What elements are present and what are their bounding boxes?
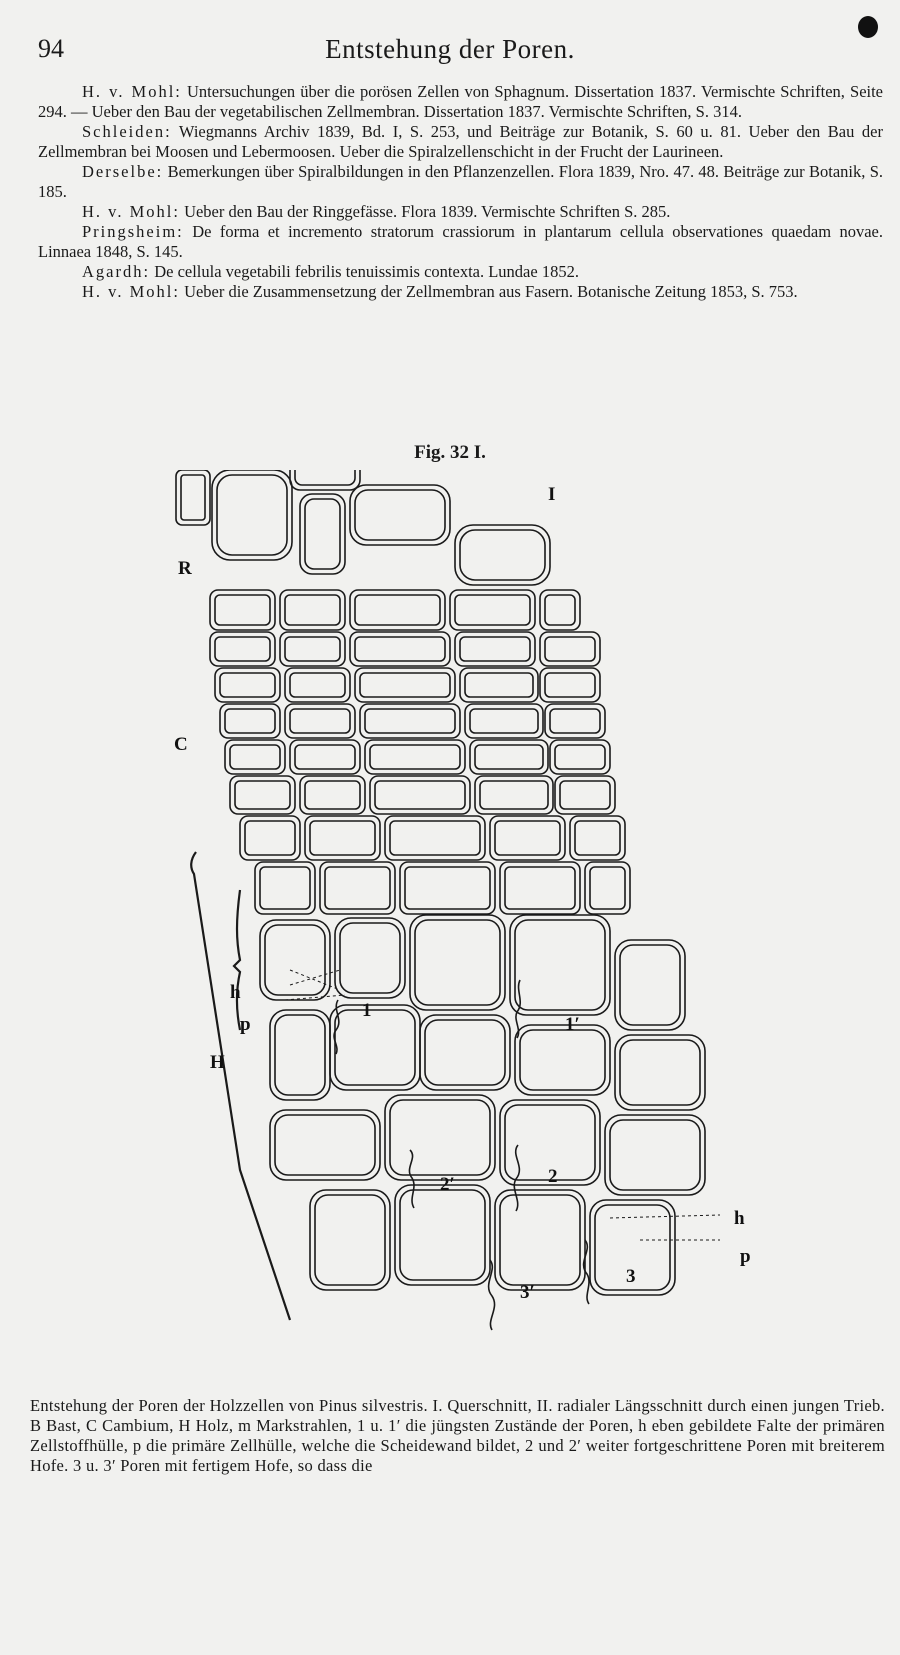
cell-lumen [475, 745, 543, 769]
cell-wall [210, 590, 275, 630]
cell-lumen [220, 673, 275, 697]
cell-wall [212, 470, 292, 560]
reference-entry [38, 282, 883, 302]
cell-wall [310, 1190, 390, 1290]
cell-wall [240, 816, 300, 860]
cell-wall [420, 1015, 510, 1090]
pore-pits [285, 970, 720, 1330]
reference-author: H. v. Mohl: [82, 82, 182, 101]
label-I: I [548, 484, 556, 505]
reference-entry [38, 222, 883, 262]
reference-text: Bemerkungen über Spiralbildungen in den Pflanzenzellen. Flora 1839, Nro. 47. 48. Beiträge zur Botanik, S. 185. [38, 162, 883, 201]
cell-wall [490, 816, 565, 860]
ink-blot [858, 16, 878, 38]
cell-lumen [215, 595, 270, 625]
cell-lumen [465, 673, 533, 697]
cell-lumen [215, 637, 270, 661]
cell-wall [280, 590, 345, 630]
cell-lumen [235, 781, 290, 809]
cell-lumen [455, 595, 530, 625]
reference-author: H. v. Mohl: [82, 282, 180, 301]
cell-lumen [390, 1100, 490, 1175]
figure-caption: Entstehung der Poren der Holzzellen von Pinus silvestris. I. Querschnitt, II. radialer Längsschnitt durch einen jungen Trieb. B Bast, C Cambium, H Holz, m Markstrahlen, 1 u. 1′ die jüngsten Zustände der Poren, h eben gebildete Falte der primären Zellstoffhülle, p die primäre Zellhülle, welche die Scheidewand bildet, 2 und 2′ weiter fortgeschrittene Poren mit breiterem Hofe. 3 u. 3′ Poren mit fertigem Hofe, so dass die [30, 1396, 885, 1475]
reference-author: H. v. Mohl: [82, 202, 180, 221]
page-number: 94 [38, 34, 64, 63]
label-2-prime: 2′ [440, 1174, 455, 1195]
label-R: R [178, 558, 192, 579]
cell-lumen [470, 709, 538, 733]
label-2: 2 [548, 1166, 558, 1187]
reference-text: Ueber die Zusammensetzung der Zellmembran aus Fasern. Botanische Zeitung 1853, S. 753. [179, 282, 798, 301]
cell-lumen [305, 499, 340, 569]
cell-wall [255, 862, 315, 914]
cell-lumen [245, 821, 295, 855]
cell-wall [305, 816, 380, 860]
figure-title: Fig. 32 I. [414, 442, 486, 463]
reference-author: Pringsheim: [82, 222, 184, 241]
cell-lumen [480, 781, 548, 809]
label-p-right: p [740, 1246, 751, 1267]
cell-lumen [335, 1010, 415, 1085]
cell-lumen [275, 1115, 375, 1175]
cell-wall [350, 590, 445, 630]
cell-lumen [285, 595, 340, 625]
cell-wall [330, 1005, 420, 1090]
cell-lumen [405, 867, 490, 909]
cell-wall [605, 1115, 705, 1195]
cell-lumen [217, 475, 287, 555]
wood-cell-illustration [0, 470, 900, 1390]
cell-lumen [315, 1195, 385, 1285]
label-C: C [174, 734, 188, 755]
reference-author: Agardh: [82, 262, 151, 281]
cell-wall [320, 862, 395, 914]
reference-entry [38, 82, 883, 122]
cell-lumen [275, 1015, 325, 1095]
reference-entry [38, 122, 883, 162]
reference-author: Schleiden: [82, 122, 172, 141]
cell-lumen [550, 709, 600, 733]
cell-wall [395, 1185, 490, 1285]
label-p-left: p [240, 1014, 251, 1035]
cell-lumen [360, 673, 450, 697]
reference-entry [38, 262, 883, 282]
cell-lumen [590, 867, 625, 909]
cell-lumen [620, 1040, 700, 1105]
cell-lumen [545, 595, 575, 625]
reference-text: Wiegmanns Archiv 1839, Bd. I, S. 253, und Beiträge zur Botanik, S. 60 u. 81. Ueber den Bau der Zellmembran bei Moosen und Lebermoosen. Ueber die Spiralzellenschicht in der Frucht der Laurineen. [38, 122, 883, 161]
cell-lumen [545, 637, 595, 661]
cell-lumen [285, 637, 340, 661]
cell-lumen [390, 821, 480, 855]
cell-wall [450, 590, 535, 630]
cell-grid [176, 470, 705, 1295]
cell-wall [510, 915, 610, 1015]
pore-2 [514, 1145, 519, 1211]
cell-wall [350, 485, 450, 545]
cell-lumen [340, 923, 400, 993]
cell-lumen [365, 709, 455, 733]
label-h-left: h [230, 982, 241, 1003]
cell-lumen [305, 781, 360, 809]
running-title: Entstehung der Poren. [325, 34, 575, 64]
cell-lumen [225, 709, 275, 733]
cell-wall [400, 862, 495, 914]
cell-wall [585, 862, 630, 914]
cell-wall [290, 470, 360, 490]
fold-lines-right [610, 1215, 720, 1240]
cell-lumen [495, 821, 560, 855]
cell-lumen [355, 637, 445, 661]
cell-wall [260, 920, 330, 1000]
cell-lumen [545, 673, 595, 697]
label-3-prime: 3′ [520, 1282, 535, 1303]
cell-lumen [290, 673, 345, 697]
cell-wall [270, 1110, 380, 1180]
cell-lumen [295, 745, 355, 769]
cell-lumen [415, 920, 500, 1005]
pore-2-prime [409, 1150, 414, 1208]
cell-lumen [295, 470, 355, 485]
label-3: 3 [626, 1266, 636, 1287]
reference-text: De cellula vegetabili febrilis tenuissimis contexta. Lundae 1852. [150, 262, 579, 281]
cell-lumen [230, 745, 280, 769]
cell-lumen [560, 781, 610, 809]
cell-lumen [460, 530, 545, 580]
label-1-prime: 1′ [565, 1014, 580, 1035]
holz-brace [234, 890, 240, 1030]
cell-lumen [290, 709, 350, 733]
cell-lumen [575, 821, 620, 855]
cell-wall [615, 1035, 705, 1110]
cell-lumen [555, 745, 605, 769]
cell-wall [300, 494, 345, 574]
reference-entry [38, 162, 883, 202]
reference-text: Ueber den Bau der Ringgefässe. Flora 1839. Vermischte Schriften S. 285. [179, 202, 671, 221]
cell-wall [385, 1095, 495, 1180]
cell-wall [270, 1010, 330, 1100]
cell-lumen [355, 490, 445, 540]
cell-lumen [505, 867, 575, 909]
cell-wall [385, 816, 485, 860]
cell-lumen [265, 925, 325, 995]
cell-lumen [325, 867, 390, 909]
cell-lumen [460, 637, 530, 661]
reference-text: Untersuchungen über die porösen Zellen von Sphagnum. Dissertation 1837. Vermischte Schriften, Seite 294. — Ueber den Bau der vegetabilischen Zellmembran. Dissertation 1837. Vermischte Schriften, S. 314. [38, 82, 884, 121]
label-1: 1 [362, 1000, 372, 1021]
label-H: H [210, 1052, 225, 1073]
cell-lumen [520, 1030, 605, 1090]
cell-wall [495, 1190, 585, 1290]
reference-entry [38, 202, 883, 222]
cell-lumen [355, 595, 440, 625]
cell-wall [335, 918, 405, 998]
cell-lumen [500, 1195, 580, 1285]
cell-lumen [425, 1020, 505, 1085]
bibliography [38, 82, 883, 302]
reference-text: De forma et incremento stratorum crassiorum in plantarum cellula observationes quaedam novae. Linnaea 1848, S. 145. [38, 222, 883, 261]
cell-wall [515, 1025, 610, 1095]
cell-wall [455, 525, 550, 585]
cell-lumen [370, 745, 460, 769]
cell-lumen [310, 821, 375, 855]
cell-lumen [375, 781, 465, 809]
label-h-right: h [734, 1208, 745, 1229]
cell-lumen [515, 920, 605, 1010]
cell-lumen [620, 945, 680, 1025]
cell-wall [410, 915, 505, 1010]
cell-lumen [181, 475, 205, 520]
cell-wall [615, 940, 685, 1030]
cell-lumen [610, 1120, 700, 1190]
reference-author: Derselbe: [82, 162, 164, 181]
cell-lumen [260, 867, 310, 909]
cell-wall [500, 862, 580, 914]
cell-wall [570, 816, 625, 860]
